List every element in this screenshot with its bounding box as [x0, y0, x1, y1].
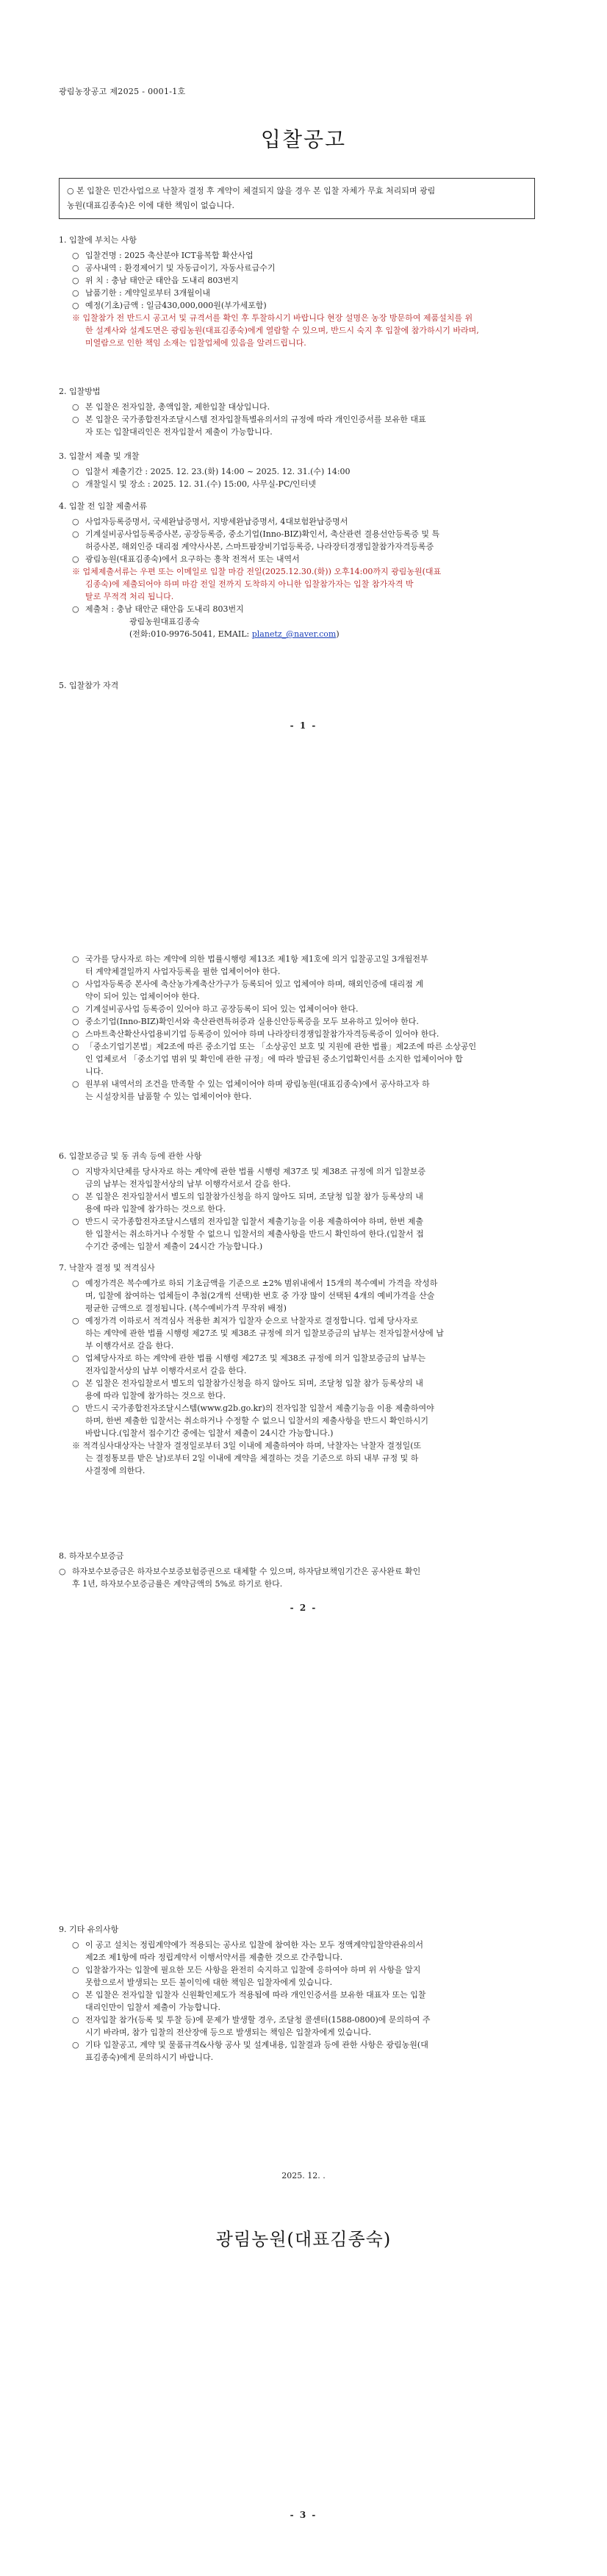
page-number: - 2 - [290, 1603, 317, 1613]
issuer-name: 광림농원(대표김종숙) [215, 2229, 392, 2250]
list-item: ○ 지방자치단체를 당사자로 하는 계약에 관한 법률 시행령 제37조 및 제38조 규정에 의거 입찰보증 금의 납부는 전자입찰서상의 납부 이행각서로서 갈음 한다. [72, 1167, 426, 1189]
section-1 [59, 234, 544, 349]
list-item: ○ 납품기한 : 계약일로부터 3개월이내 [72, 288, 210, 298]
section-note: ※ 업체제출서류는 우편 또는 이메일로 입찰 마감 전일(2025.12.30.(화)) 오후14:00까지 광림농원(대표 김종숙)에 제출되어야 하며 마감 전일 전까지 도착하지 아니한 입찰참가자는 입찰 참가자격 박 탈로 무적격 처리 됩니다. [72, 567, 442, 601]
list-item: ○ 예정(기초)금액 : 일금430,000,000원(부가세포함) [72, 301, 267, 310]
submission-address: ○ 제출처 : 충남 태안군 태안읍 도내리 803번지 광림농원대표김종숙 (전화:010-9976-5041, EMAIL: planetz_@naver.com) [72, 604, 340, 639]
list-item: ○ 광림농원(대표김종숙)에서 요구하는 흥착 전적서 또는 내역서 [72, 554, 300, 564]
section-5-heading [59, 679, 544, 695]
list-item: ○ 기타 입찰공고, 계약 및 물품규격&사항 공사 및 설계내용, 입찰결과 등에 관한 사항은 광림농원(대 표김종숙)에게 문의하시기 바랍니다. [72, 2040, 428, 2062]
list-item: ○ 위 치 : 충남 태안군 태안읍 도내리 803번지 [72, 276, 239, 285]
section-heading: 1. 입찰에 부치는 사항 [59, 235, 137, 245]
section-note: ※ 적격심사대상자는 낙찰자 결정일로부터 3일 이내에 제출하여야 하며, 낙찰자는 낙찰자 결정일(또 는 결정통보를 받은 날)로부터 2일 이내에 계약을 체결하는 것을 기준으로 하되 내부 규정 및 하 사결정에 의한다. [72, 1441, 422, 1475]
email-link[interactable]: planetz_@naver.com [251, 629, 337, 639]
list-item: ○ 반드시 국가종합전자조달시스템의 전자입찰 입찰서 제출기능을 이용 제출하여야 하며, 한번 제출 한 입찰서는 취소하거나 수정할 수 없으니 입찰서의 제출사항을 반드시 확인하여 한다.(입찰서 접 수기간 중에는 입찰서 제출이 24시간 가능합니다.) [72, 1217, 424, 1251]
list-item: ○ 중소기업(Inno-BIZ)확인서와 축산관련특허증과 실용신안등록증을 모두 보유하고 있어야 한다. [72, 1017, 419, 1026]
list-item: ○ 전자입찰 참가(등록 및 투찰 등)에 문제가 발생할 경우, 조달청 콜센터(1588-0800)에 문의하여 주 시기 바라며, 참가 입찰의 전산장애 등으로 발생되는 책임은 입찰자에게 있습니다. [72, 2015, 431, 2037]
disclaimer-box [59, 178, 535, 219]
list-item: ○ 공사내역 : 환경제어기 및 자동급이기, 자동사료급수기 [72, 263, 276, 273]
disclaimer-line: 농원(대표김종숙)은 이에 대한 책임이 없습니다. [67, 201, 234, 210]
list-item: ○ 입찰건명 : 2025 축산분야 ICT융복합 확산사업 [72, 251, 254, 260]
list-item: ○ 사업자등록증 본사에 축산농가계축산가구가 등록되어 있고 업체여야 하며, 해외인증에 대리점 계 약이 되어 있는 업체이어야 한다. [72, 979, 424, 1001]
list-item: ○ 예정가격은 복수예가로 하되 기초금액을 기준으로 ±2% 범위내에서 15개의 복수예비 가격을 작성하 며, 입찰에 참여하는 업체들이 추첨(2개씩 선택)한 번호 중 가장 많이 선택된 4개의 예비가격을 산술 평균한 금액으로 결정됩니다. (복수예비가격 무작위 배정) [72, 1278, 438, 1313]
list-item: ○ 입찰참가자는 입찰에 필요한 모든 사항을 완전히 숙지하고 입찰에 응하여야 하며 위 사항을 알지 못함으로서 발생되는 모든 불이익에 대한 책임은 입찰자에게 있습니다. [72, 1965, 421, 1987]
section-8 [59, 1550, 544, 1590]
section-heading: 9. 기타 유의사항 [59, 1925, 119, 1934]
section-6 [59, 1150, 544, 1253]
list-item: ○ 개찰일시 및 장소 : 2025. 12. 31.(수) 15:00, 사무실-PC/인터넷 [72, 479, 316, 489]
list-item: ○ 본 입찰은 전자입찰, 총액입찰, 제한입찰 대상입니다. [72, 402, 270, 412]
section-heading: 7. 낙찰자 결정 및 적격심사 [59, 1263, 155, 1273]
list-item: ○ 업체당사자로 하는 계약에 관한 법률 시행령 제27조 및 제38조 규정에 의거 입찰보증금의 납부는 전자입찰서상의 납부 이행각서로서 갈음 한다. [72, 1353, 426, 1375]
list-item: ○ 기계설비공사업 등록증이 있어야 하고 공장등록이 되어 있는 업체이어야 한다. [72, 1004, 359, 1014]
section-heading: 3. 입찰서 제출 및 개찰 [59, 451, 140, 461]
document-title: 입찰공고 [260, 127, 347, 151]
section-3 [59, 450, 544, 490]
section-heading: 2. 입찰방법 [59, 387, 101, 396]
section-2 [59, 385, 544, 438]
list-item: ○ 하자보수보증금은 하자보수보증보험증권으로 대체할 수 있으며, 하자담보책임기간은 공사완료 확인 후 1년, 하자보수보증금률은 계약금액의 5%로 하기로 한다. [59, 1567, 421, 1589]
list-item: ○ 「중소기업기본법」제2조에 따른 중소기업 또는 「소상공인 보호 및 지원에 관한 법률」제2조에 따른 소상공인 인 업체로서 「중소기업 범위 및 확인에 관한 규정」에 따라 발급된 중소기업확인서를 소지한 업체이어야 합 니다. [72, 1042, 477, 1076]
section-5-items [59, 953, 544, 1103]
list-item: ○ 본 입찰은 전자입찰로서 별도의 입찰참가신청을 하지 않아도 되며, 조달청 입찰 참가 등록상의 내 용에 따라 입찰에 참가하는 것으로 한다. [72, 1378, 423, 1400]
notice-date: 2025. 12. . [281, 2171, 326, 2180]
list-item: ○ 본 입찰은 국가종합전자조달시스템 전자입찰특별유의서의 규정에 따라 개인인증서를 보유한 대표 자 또는 입찰대리인은 전자입찰서 제출이 가능합니다. [72, 415, 426, 437]
list-item: ○ 이 공고 설치는 정립계약에가 적용되는 공사로 입찰에 참여한 자는 모두 정액계약입찰약관유의서 제2조 제1항에 따라 정립계약서 이행서약서를 제출한 것으로 간주합니다. [72, 1940, 424, 1962]
section-7 [59, 1262, 544, 1477]
page-1 [0, 0, 607, 859]
page-2 [0, 859, 607, 1717]
page-3 [0, 1717, 607, 2576]
section-9 [59, 1923, 544, 2064]
section-heading: 5. 입찰참가 자격 [59, 681, 119, 690]
section-heading: 8. 하자보수보증금 [59, 1551, 124, 1561]
list-item: ○ 스마트축산확산사업용비기업 등록증이 있어야 하며 나라장터경쟁입찰참가자격등록증이 있어야 한다. [72, 1029, 439, 1039]
section-note: ※ 입찰참가 전 반드시 공고서 및 규격서를 확인 후 투찰하시기 바랍니다 현장 설명은 농장 방문하여 제품설치를 위 한 설계사와 설계도면은 광림농원(대표김종숙)에게 열람할 수 있으며, 반드시 숙지 후 입찰에 참가하시기 바라며, 미열람으로 인한 책임 소재는 입찰업체에 있음을 알려드립니다. [72, 313, 479, 348]
list-item: ○ 반드시 국가종합전자조달시스템(www.g2b.go.kr)의 전자입찰 입찰서 제출기능을 이용 제출하여야 하며, 한번 제출한 입찰서는 취소하거나 수정할 수 없으니 입찰서의 제출사항을 반드시 확인하시기 바랍니다.(입찰서 접수기간 중에는 입찰서 제출이 24시간 가능합니다.) [72, 1403, 434, 1438]
section-heading: 6. 입찰보증금 및 동 귀속 등에 관한 사항 [59, 1151, 202, 1161]
notice-number: 광림농장공고 제2025 - 0001-1호 [59, 87, 186, 96]
list-item: ○ 입찰서 제출기간 : 2025. 12. 23.(화) 14:00 ~ 2025. 12. 31.(수) 14:00 [72, 467, 351, 476]
section-heading: 4. 입찰 전 입찰 제출서류 [59, 501, 148, 511]
list-item: ○ 사업자등록증명서, 국세완납증명서, 지방세완납증명서, 4대보험완납증명서 [72, 517, 348, 526]
list-item: ○ 국가를 당사자로 하는 계약에 의한 법률시행령 제13조 제1항 제1호에 의거 입찰공고일 3개월전부 터 계약체결일까지 사업자등록을 필한 업체이어야 한다. [72, 954, 428, 976]
list-item: ○ 기계설비공사업등록증사본, 공장등록증, 중소기업(Inno-BIZ)확인서, 축산관련 결용선안등록증 및 특 허증사본, 해외인증 대리점 계약사사본, 스마트팜장비기업등록증, 나라장터경쟁입찰참가자격등록증 [72, 529, 440, 551]
section-4 [59, 500, 544, 640]
page-number: - 1 - [290, 720, 317, 731]
disclaimer-line: ○ 본 입찰은 민간사업으로 낙찰자 결정 후 계약이 체결되지 않을 경우 본 입찰 자체가 무효 처리되며 광림 [67, 186, 436, 196]
list-item: ○ 본 입찰은 전자입찰 입찰자 신원확인제도가 적용됨에 따라 개인인증서를 보유한 대표자 또는 입찰 대리인만이 입찰서 제출이 가능합니다. [72, 1990, 426, 2012]
page-number: - 3 - [290, 2510, 317, 2520]
list-item: ○ 예정가격 이하로서 적격심사 적용한 최저가 입찰자 순으로 낙찰자로 결정합니다. 업체 당사자로 하는 계약에 관한 법률 시행령 제27조 및 제38조 규정에 의거 입찰보증금의 납부는 전자입찰서상에 납 부 이행각서로 갈음 한다. [72, 1316, 444, 1350]
list-item: ○ 원부위 내역서의 조건을 만족할 수 있는 업체이어야 하며 광림농원(대표김종숙)에서 공사하고자 하 는 시설장치를 납품할 수 있는 업체이어야 한다. [72, 1079, 430, 1101]
list-item: ○ 본 입찰은 전자입찰서서 별도의 입찰참가신청을 하지 않아도 되며, 조달청 입찰 참가 등록상의 내 용에 따라 입찰에 참가하는 것으로 한다. [72, 1192, 423, 1214]
